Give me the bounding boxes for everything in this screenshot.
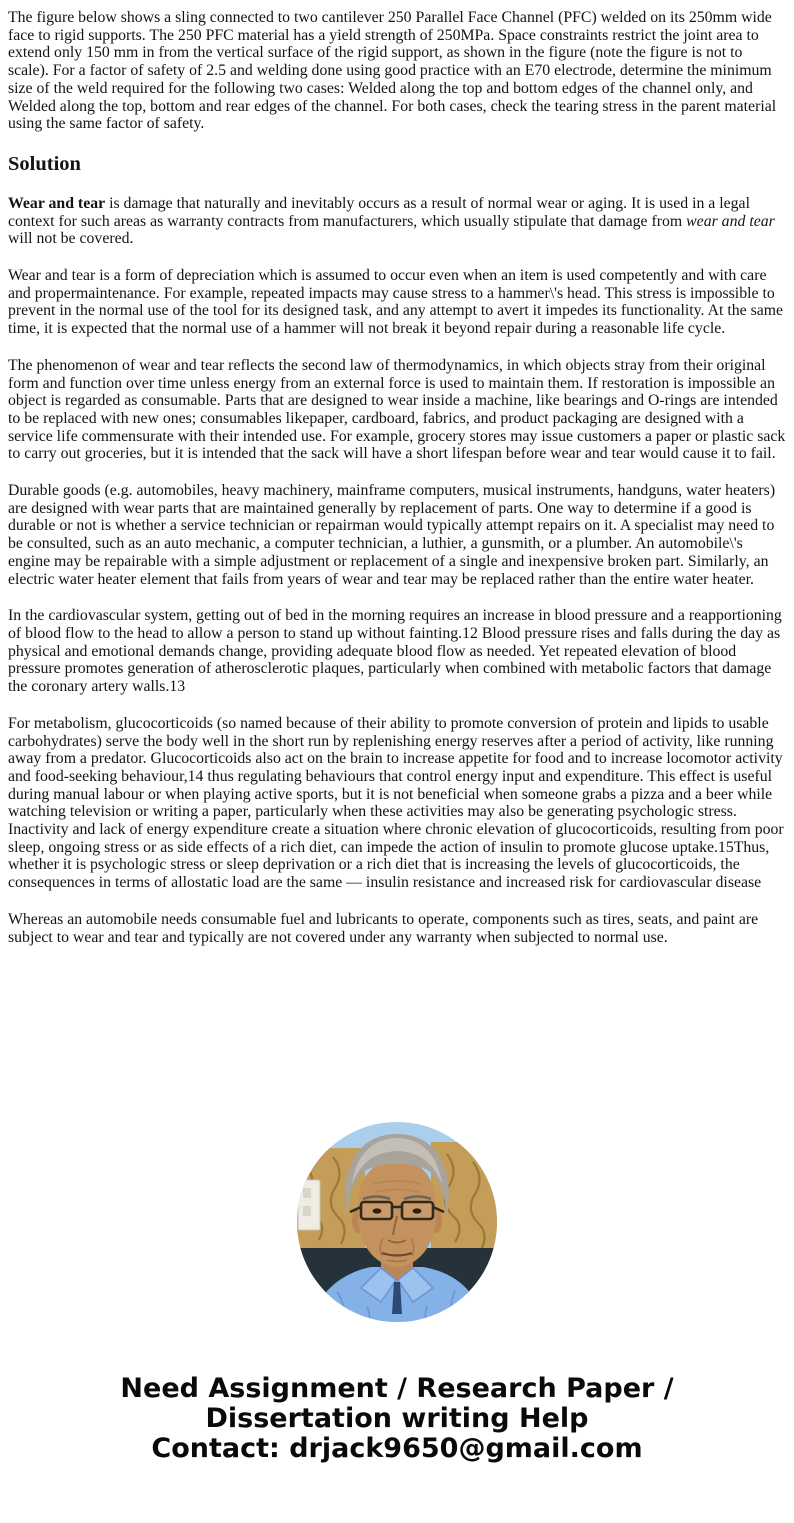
- paragraph-automobile: Whereas an automobile needs consumable fuel and lubricants to operate, components such as tires, seats, and paint are subject to wear and tear and typically are not covered under any warranty when subjected to normal use.: [8, 910, 759, 946]
- avatar-switch-plate: [298, 1180, 320, 1230]
- intro-paragraph: The figure below shows a sling connected to two cantilever 250 Parallel Face Channel (PFC) welded on its 250mm wide face to rigid supports. The 250 PFC material has a yield strength of 250MPa. Space constraints restrict the joint area to extend only 150 mm in from the vertical surface of the rigid support, as shown in the figure (note the figure is not to scale). For a factor of safety of 2.5 and welding done using good practice with an E70 electrode, determine the minimum size of the weld required for the following two cases: Welded along the top and bottom edges of the channel only, and Welded along the top, bottom and rear edges of the channel. For both cases, check the tearing stress in the parent material using the same factor of safety.: [8, 9, 777, 133]
- paragraph-cardiovascular: In the cardiovascular system, getting out of bed in the morning requires an increase in blood pressure and a reapportioning of blood flow to the head to allow a person to stand up without fainting.12 Blood pressure rises and falls during the day as physical and emotional demands change, providing adequate blood flow as needed. Yet repeated elevation of blood pressure promotes generation of atherosclerotic plaques, particularly when combined with metabolic factors that damage the coronary artery walls.13: [8, 607, 782, 696]
- contact-line: Contact: drjack9650@gmail.com: [151, 1433, 643, 1465]
- promo-footer: [29, 1374, 765, 1490]
- italic-text: wear and tear: [686, 212, 775, 230]
- paragraph-text: is damage that naturally and inevitably occurs as a result of normal wear or aging. It is used in a legal context for such areas as warranty contracts from manufacturers, which usually stipulate that damage from: [8, 194, 750, 230]
- wear-and-tear-paragraph: [8, 195, 786, 248]
- promo-headline: Need Assignment / Research Paper / Dissertation writing Help: [120, 1373, 674, 1435]
- bold-lead-text: Wear and tear: [8, 194, 106, 212]
- paragraph-text: will not be covered.: [8, 230, 134, 248]
- avatar-eye-right: [413, 1209, 422, 1214]
- paragraph-thermodynamics: The phenomenon of wear and tear reflects the second law of thermodynamics, in which objects stray from their original form and function over time unless energy from an external force is used to maintain them. If restoration is impossible an object is regarded as consumable. Parts that are designed to wear inside a machine, like bearings and O-rings are intended to be replaced with new ones; consumables likepaper, cardboard, fabrics, and product packaging are designed with a service life commensurate with their intended use. For example, grocery stores may issue customers a paper or plastic sack to carry out groceries, but it is intended that the sack will have a short lifespan before wear and tear would cause it to fail.: [8, 356, 786, 463]
- person-avatar: [297, 1122, 497, 1322]
- avatar-eye-left: [373, 1209, 382, 1214]
- solution-heading: Solution: [8, 152, 81, 175]
- paragraph-durable-goods: Durable goods (e.g. automobiles, heavy machinery, mainframe computers, musical instruments, handguns, water heaters) are designed with wear parts that are maintained generally by replacement of parts. One way to determine if a good is durable or not is whether a service technician or repairman would typically attempt repairs on it. A specialist may need to be consulted, such as an auto mechanic, a computer technician, a luthier, a gunsmith, or a plumber. An automobile\'s engine may be repairable with a simple adjustment or replacement of a single and inexpensive broken part. Similarly, an electric water heater element that fails from years of wear and tear may be replaced rather than the entire water heater.: [8, 482, 776, 588]
- person-avatar-illustration: [297, 1122, 497, 1322]
- paragraph-metabolism: For metabolism, glucocorticoids (so named because of their ability to promote conversion of protein and lipids to usable carbohydrates) serve the body well in the short run by replenishing energy reserves after a period of activity, like running away from a predator. Glucocorticoids also act on the brain to increase appetite for food and to increase locomotor activity and food-seeking behaviour,14 thus regulating behaviours that control energy input and expenditure. This effect is useful during manual labour or when playing active sports, but it is not beneficial when someone grabs a pizza and a beer while watching television or writing a paper, particularly when these activities may also be generating psychologic stress. Inactivity and lack of energy expenditure create a situation where chronic elevation of glucocorticoids, resulting from poor sleep, ongoing stress or as side effects of a rich diet, can impede the action of insulin to promote glucose uptake.15Thus, whether it is psychologic stress or sleep deprivation or a rich diet that is increasing the levels of glucocorticoids, the consequences in terms of allostatic load are the same — insulin resistance and increased risk for cardiovascular disease: [8, 714, 784, 892]
- paragraph-depreciation: Wear and tear is a form of depreciation which is assumed to occur even when an item is used competently and with care and propermaintenance. For example, repeated impacts may cause stress to a hammer\'s head. This stress is impossible to prevent in the normal use of the tool for its designed task, and any attempt to avert it impedes its functionality. At the same time, it is expected that the normal use of a hammer will not break it beyond repair during a reasonable life cycle.: [8, 267, 784, 338]
